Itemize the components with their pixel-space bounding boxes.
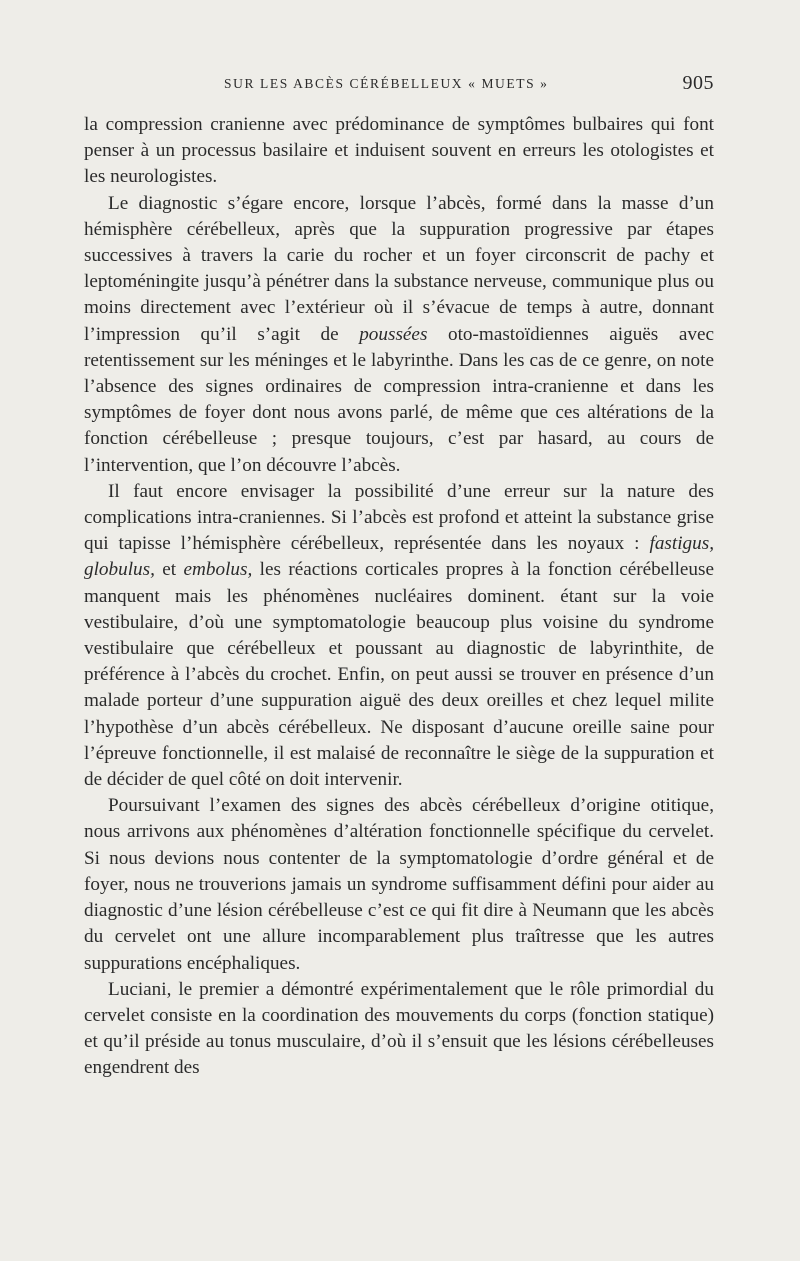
paragraph-3-conjunction: et bbox=[154, 559, 184, 581]
italic-term: fastigus, globulus, bbox=[84, 533, 714, 581]
running-title: SUR LES ABCÈS CÉRÉBELLEUX « MUETS » bbox=[224, 76, 549, 91]
paragraph-3-text-b: les réactions corticales propres à la fonction cérébelleuse manquent mais les phénomènes nucléaires dominent. étant sur la voie vestibulaire, d’où une symptomatologie beaucoup plus voisine du syndrome vestibulaire que cérébelleux et poussant au diagnostic de labyrinthite, de préférence à l’abcès du crochet. Enfin, on peut aussi se trouver en présence d’un malade porteur d’une suppuration aiguë des deux oreilles et chez lequel milite l’hypothèse d’un abcès cérébelleux. Ne disposant d’aucune oreille saine pour l’épreuve fonctionnelle, il est malaisé de reconnaître le siège de la suppuration et de décider de quel côté on doit intervenir. bbox=[84, 559, 714, 791]
page-number: 905 bbox=[682, 72, 714, 94]
page-header bbox=[84, 72, 714, 100]
italic-term: embolus, bbox=[183, 559, 253, 581]
paragraph-3 bbox=[84, 479, 714, 793]
paragraph-1: la compression cranienne avec prédominance de symptômes bulbaires qui font penser à un processus basilaire et induisent souvent en erreurs les otologistes et les neurologistes. bbox=[84, 114, 714, 188]
paragraph-2-text-b: oto-mastoïdiennes aiguës avec retentissement sur les méninges et le labyrinthe. Dans les cas de ce genre, on note l’absence des signes ordinaires de compression intra-cranienne et dans les symptômes de foyer dont nous avons parlé, de même que ces altérations de la fonction cérébelleuse ; presque toujours, c’est par hasard, au cours de l’intervention, que l’on découvre l’abcès. bbox=[84, 323, 714, 476]
italic-term: poussées bbox=[359, 323, 428, 345]
paragraph-5: Luciani, le premier a démontré expérimentalement que le rôle primordial du cervelet consiste en la coordination des mouvements du corps (fonction statique) et qu’il préside au tonus musculaire, d’où il s’ensuit que les lésions cérébelleuses engendrent des bbox=[84, 978, 714, 1079]
paragraph-3-text-a: Il faut encore envisager la possibilité d’une erreur sur la nature des complications intra-craniennes. Si l’abcès est profond et atteint la substance grise qui tapisse l’hémisphère cérébelleux, représentée dans les noyaux : bbox=[84, 480, 714, 555]
paragraph-2-text-a: Le diagnostic s’égare encore, lorsque l’abcès, formé dans la masse d’un hémisphère cérébelleux, après que la suppuration progressive par étapes successives à travers la carie du rocher et un foyer circonscrit de pachy et leptoméningite jusqu’à pénétrer dans la substance nerveuse, communique plus ou moins directement avec l’extérieur où il s’évacue de temps à autre, donnant l’impression qu’il s’agit de bbox=[84, 192, 714, 345]
paragraph-4: Poursuivant l’examen des signes des abcès cérébelleux d’origine otitique, nous arrivons aux phénomènes d’altération fonctionnelle spécifique du cervelet. Si nous devions nous contenter de la symptomatologie d’ordre général et de foyer, nous ne trouverions jamais un syndrome suffisamment défini pour aider au diagnostic d’une lésion cérébelleuse c’est ce qui fit dire à Neumann que les abcès du cervelet ont une allure incomparablement plus traîtresse que les autres suppurations encéphaliques. bbox=[84, 795, 714, 974]
body-text bbox=[84, 112, 714, 1082]
paragraph-2 bbox=[84, 191, 714, 479]
